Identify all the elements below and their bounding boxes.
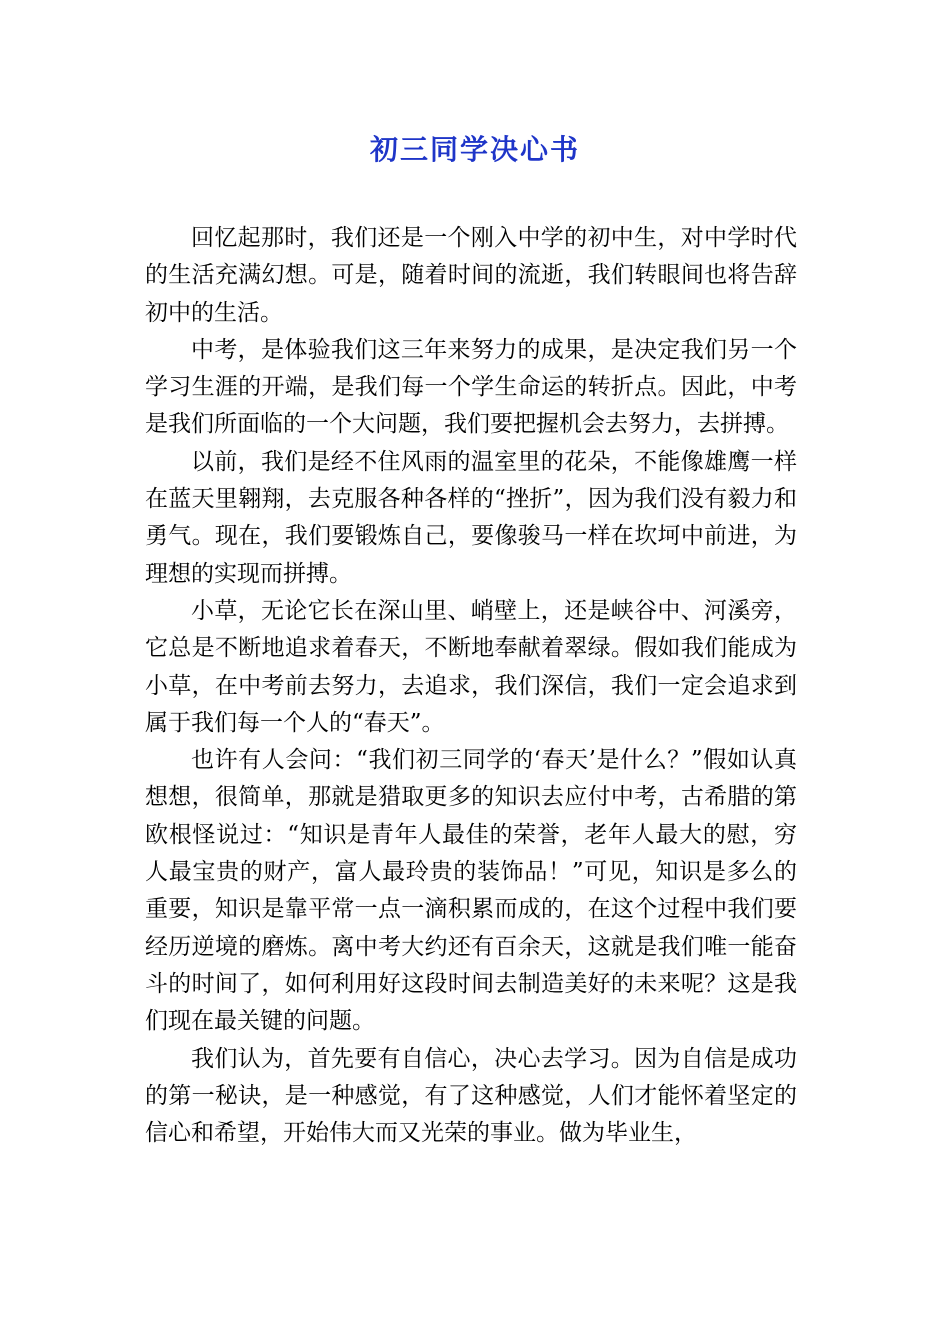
paragraph: 回忆起那时，我们还是一个刚入中学的初中生，对中学时代的生活充满幻想。可是，随着时间的流逝，我们转眼间也将告辞初中的生活。 bbox=[145, 225, 797, 326]
paragraph: 我们认为，首先要有自信心，决心去学习。因为自信是成功的第一秘诀，是一种感觉，有了这种感觉，人们才能怀着坚定的信心和希望，开始伟大而又光荣的事业。做为毕业生， bbox=[145, 1045, 797, 1147]
paragraph: 也许有人会问：“我们初三同学的‘春天’是什么？”假如认真想想，很简单，那就是猎取更多的知识去应付中考，古希腊的第欧根怪说过：“知识是青年人最佳的荣誉，老年人最大的慰，穷人最宝贵的财产，富人最玲贵的装饰品！”可见，知识是多么的重要，知识是靠平常一点一滴积累而成的，在这个过程中我们要经历逆境的磨炼。离中考大约还有百余天，这就是我们唯一能奋斗的时间了，如何利用好这段时间去制造美好的未来呢？这是我们现在最关键的问题。 bbox=[145, 747, 797, 1035]
document-body bbox=[145, 220, 797, 1152]
paragraph: 以前，我们是经不住风雨的温室里的花朵，不能像雄鹰一样在蓝天里翱翔，去克服各种各样的“挫折”，因为我们没有毅力和勇气。现在，我们要锻炼自己，要像骏马一样在坎坷中前进，为理想的实现而拼搏。 bbox=[145, 448, 797, 587]
paragraph: 中考，是体验我们这三年来努力的成果，是决定我们另一个学习生涯的开端，是我们每一个学生命运的转折点。因此，中考是我们所面临的一个大问题，我们要把握机会去努力，去拼搏。 bbox=[145, 336, 797, 438]
document-title: 初三同学决心书 bbox=[369, 133, 580, 166]
paragraph: 小草，无论它长在深山里、峭壁上，还是峡谷中、河溪旁，它总是不断地追求着春天，不断地奉献着翠绿。假如我们能成为小草，在中考前去努力，去追求，我们深信，我们一定会追求到属于我们每一个人的“春天”。 bbox=[145, 597, 797, 736]
